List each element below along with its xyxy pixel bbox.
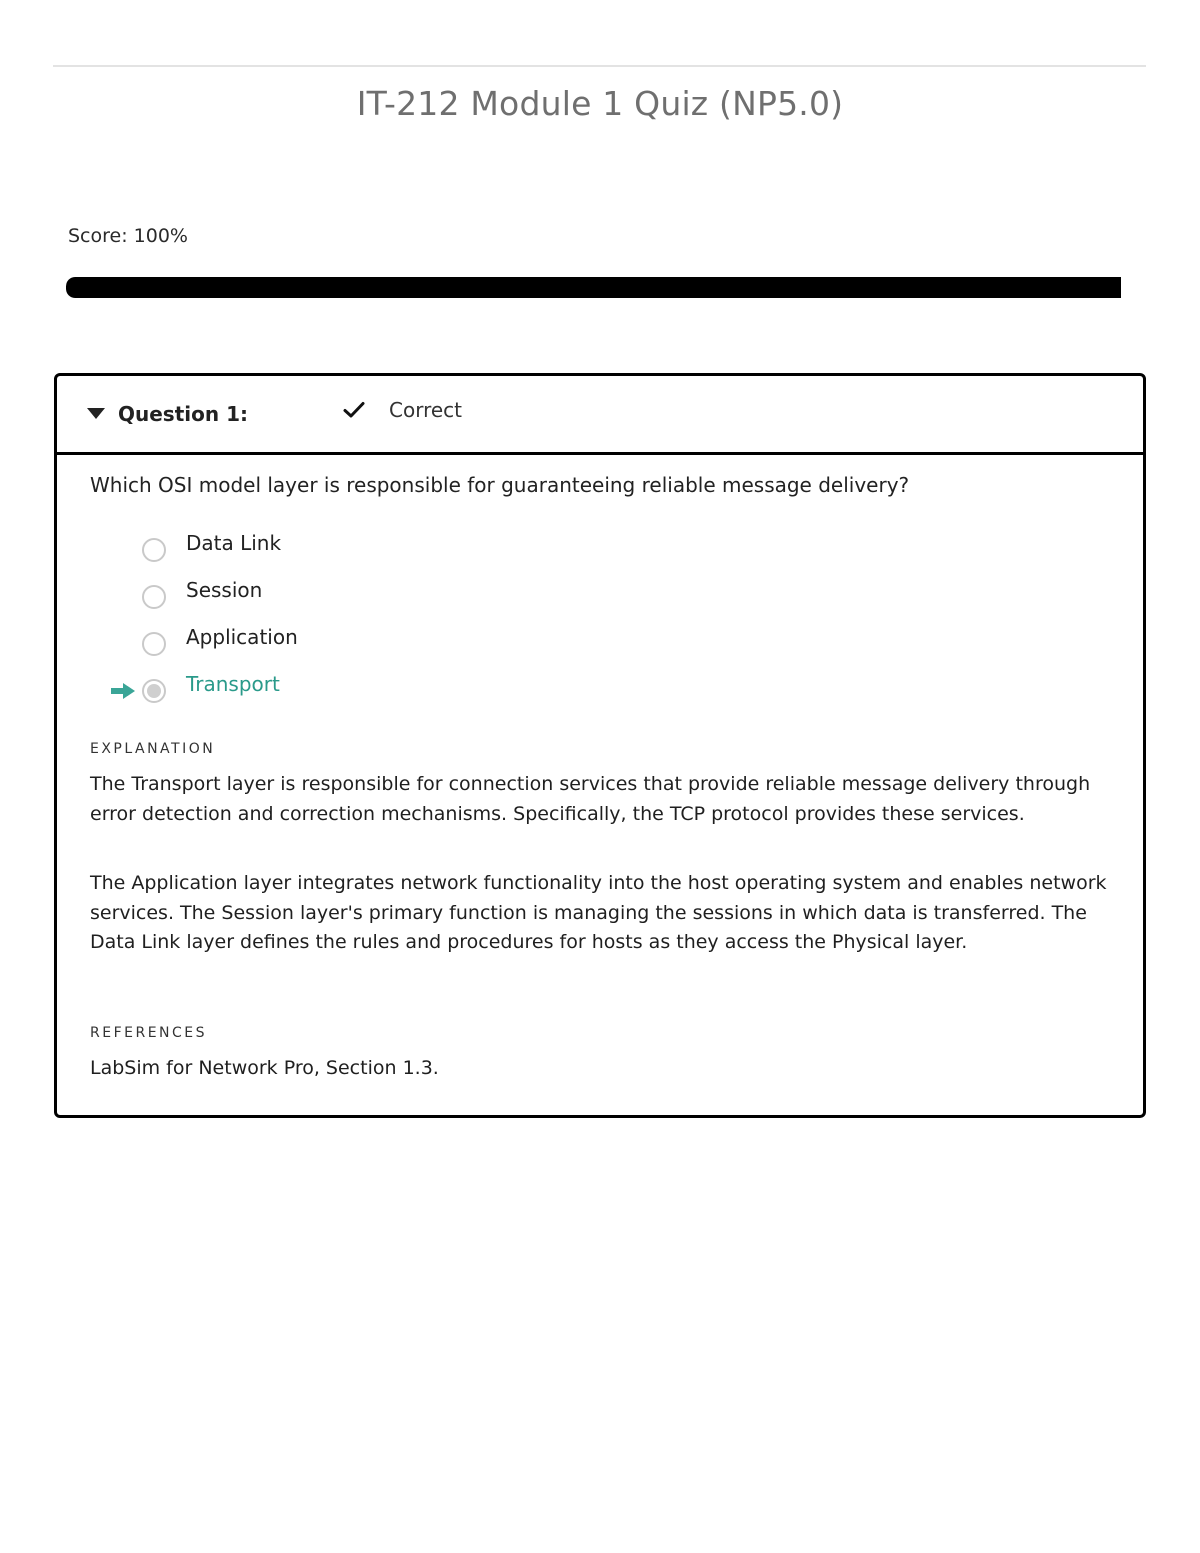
radio-button[interactable]	[142, 585, 166, 609]
answer-option[interactable]	[57, 620, 657, 660]
checkmark-icon	[342, 398, 366, 422]
answer-option[interactable]	[57, 526, 657, 566]
references-text: LabSim for Network Pro, Section 1.3.	[90, 1057, 439, 1079]
option-label: Data Link	[186, 531, 282, 555]
question-number: Question 1:	[118, 402, 248, 426]
question-card	[54, 373, 1146, 1118]
radio-button[interactable]	[142, 538, 166, 562]
caret-down-icon[interactable]	[87, 408, 105, 419]
option-label: Application	[186, 625, 298, 649]
score-progress-bar	[66, 277, 1121, 298]
answer-option[interactable]	[57, 573, 657, 613]
explanation-paragraph: The Transport layer is responsible for connection services that provide reliable message delivery through error detection and correction mechanisms. Specifically, the TCP protocol provides these services.	[90, 773, 1091, 825]
correct-answer-arrow-icon	[109, 681, 137, 701]
option-label-correct: Transport	[186, 672, 280, 696]
score-label: Score: 100%	[68, 225, 188, 247]
question-header[interactable]	[57, 376, 1143, 455]
radio-button-selected[interactable]	[142, 679, 166, 703]
explanation-paragraph: The Application layer integrates network functionality into the host operating system and enables network services. The Session layer's primary function is managing the sessions in which data is transferred. The Data Link layer defines the rules and procedures for hosts as they access the Physical layer.	[90, 872, 1107, 953]
question-text: Which OSI model layer is responsible for guaranteeing reliable message delivery?	[90, 473, 910, 497]
explanation-heading: EXPLANATION	[90, 741, 216, 757]
page-title: IT-212 Module 1 Quiz (NP5.0)	[356, 84, 844, 123]
score-progress-fill	[66, 277, 1121, 298]
option-label: Session	[186, 578, 263, 602]
radio-button[interactable]	[142, 632, 166, 656]
top-divider	[53, 65, 1146, 67]
references-heading: REFERENCES	[90, 1025, 208, 1041]
answer-option-selected[interactable]	[57, 667, 657, 707]
question-status: Correct	[389, 398, 462, 422]
